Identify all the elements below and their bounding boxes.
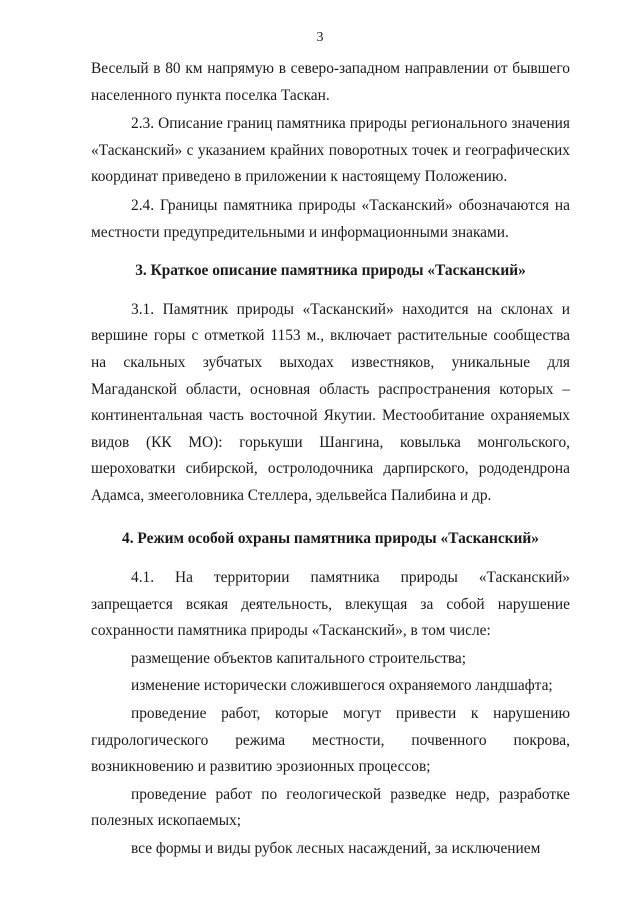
list-item-capital-construction: размещение объектов капитального строительства; — [131, 649, 467, 667]
list-item-hydrological-regime: проведение работ, которые могут привести к нарушению гидрологического режима местности, почвенного покрова, возникновению и развитию эрозионных процессов; — [91, 705, 570, 776]
paragraph-2-3: 2.3. Описание границ памятника природы регионального значения «Тасканский» с указанием крайних поворотных точек и географических координат приведено в приложении к настоящему Положению. — [91, 115, 570, 186]
document-body — [91, 56, 570, 863]
list-item-geological-exploration: проведение работ по геологической разведке недр, разработке полезных ископаемых; — [91, 785, 570, 830]
paragraph-3-1: 3.1. Памятник природы «Тасканский» находится на склонах и вершине горы с отметкой 1153 м., включает растительные сообщества на скальных зубчатых выходах известняков, уникальные для Магаданской области, основная область распространения которых – континентальная часть восточной Якутии. Местообитание охраняемых видов (КК МО): горькуши Шангина, ковылька монгольского, шероховатки сибирской, остролодочника дарпирского, рододендрона Адамса, змееголовника Стеллера, эдельвейса Палибина и др. — [91, 300, 570, 504]
paragraph-4-1: 4.1. На территории памятника природы «Тасканский» запрещается всякая деятельность, влекущая за собой нарушение сохранности памятника природы «Тасканский», в том числе: — [91, 569, 570, 640]
section-4-heading: 4. Режим особой охраны памятника природы «Тасканский» — [122, 529, 539, 547]
page-number: 3 — [316, 30, 324, 45]
section-3-heading: 3. Краткое описание памятника природы «Тасканский» — [135, 262, 526, 280]
list-item-landscape-change: изменение исторически сложившегося охраняемого ландшафта; — [131, 677, 553, 695]
paragraph-continuation: Веселый в 80 км напрямую в северо-западном направлении от бывшего населенного пункта поселка Таскан. — [91, 60, 570, 104]
list-item-forest-logging: все формы и виды рубок лесных насаждений, за исключением — [131, 840, 541, 858]
paragraph-2-4: 2.4. Границы памятника природы «Тасканский» обозначаются на местности предупредительными и информационными знаками. — [91, 196, 570, 241]
